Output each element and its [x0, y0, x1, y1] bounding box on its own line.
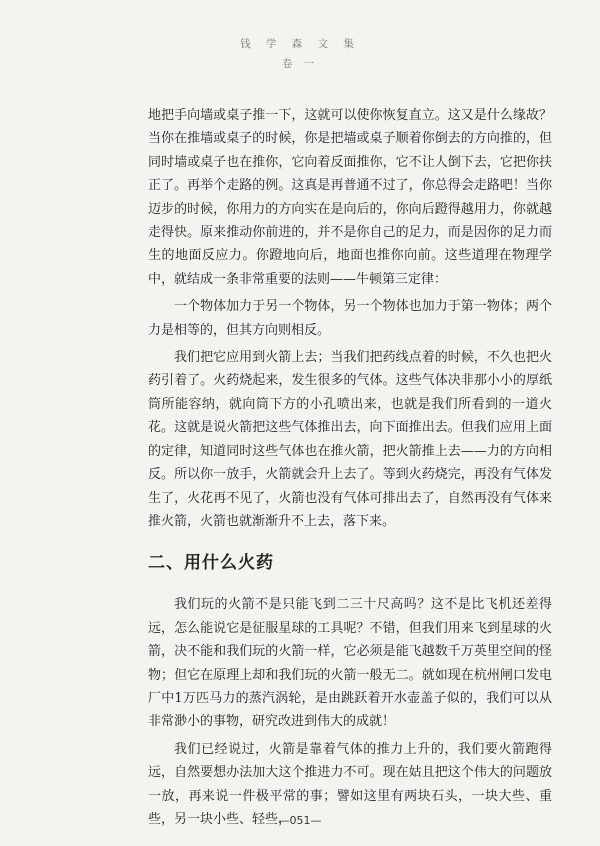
running-head-title: 钱 学 森 文 集 [240, 38, 360, 50]
body-paragraph: 我们玩的火箭不是只能飞到二三十尺高吗？这不是比飞机还差得远，怎么能说它是征服星球的工具呢？不错，但我们用来飞到星球的火箭，决不能和我们玩的火箭一样，它必须是能飞越数千万英里空间的怪物；但它在原理上却和我们玩的火箭一般无二。就如现在杭州闸口发电厂中1万匹马力的蒸汽涡轮，是由跳跃着开水壶盖子似的，我们可以从非常渺小的事物，研究改进到伟大的成就！ [148, 597, 552, 730]
page-body [148, 104, 552, 835]
running-head-volume: 卷 一 [281, 58, 319, 70]
body-paragraph: 地把手向墙或桌子推一下，这就可以使你恢复直立。这又是什么缘故？当你在推墙或桌子的时候，你是把墙或桌子顺着你倒去的方向推的，但同时墙或桌子也在推你，它向着反面推你，它不让人倒下去，它把你扶正了。再举个走路的例。这真是再普通不过了，你总得会走路吧！当你迈步的时候，你用力的方向实在是向后的，你向后蹬得越用力，你就越走得快。原来推动你前进的，并不是你自己的足力，而是因你的足力而生的地面反应力。你蹬地向后，地面也推你向前。这些道理在物理学中，就结成一条非常重要的法则——牛顿第三定律： [148, 108, 552, 287]
body-paragraph: 我们已经说过，火箭是靠着气体的推力上升的，我们要火箭跑得远，自然要想办法加大这个推进力不可。现在姑且把这个伟大的问题放一放，再来说一件极平常的事；譬如这里有两块石头，一块大些、重些，另一块小些、轻些， [148, 741, 552, 827]
body-paragraph: 一个物体加力于另一个物体，另一个物体也加力于第一物体；两个力是相等的，但其方向则相反。 [148, 299, 552, 338]
section-heading: 二、用什么火药 [148, 553, 274, 574]
page-number: —051— [278, 814, 322, 827]
body-paragraph: 我们把它应用到火箭上去；当我们把药线点着的时候，不久也把火药引着了。火药烧起来，发生很多的气体。这些气体决非那小小的厚纸筒所能容纳，就向筒下方的小孔喷出来，也就是我们所看到的一道火花。这就是说火箭把这些气体推出去，向下面推出去。但我们应用上面的定律，知道同时这些气体也在推火箭，把火箭推上去——力的方向相反。所以你一放手，火箭就会升上去了。等到火药烧完，再没有气体发生了，火花再不见了，火箭也没有气体可排出去了，自然再没有气体来推火箭，火箭也就渐渐升不上去，落下来。 [148, 350, 552, 529]
